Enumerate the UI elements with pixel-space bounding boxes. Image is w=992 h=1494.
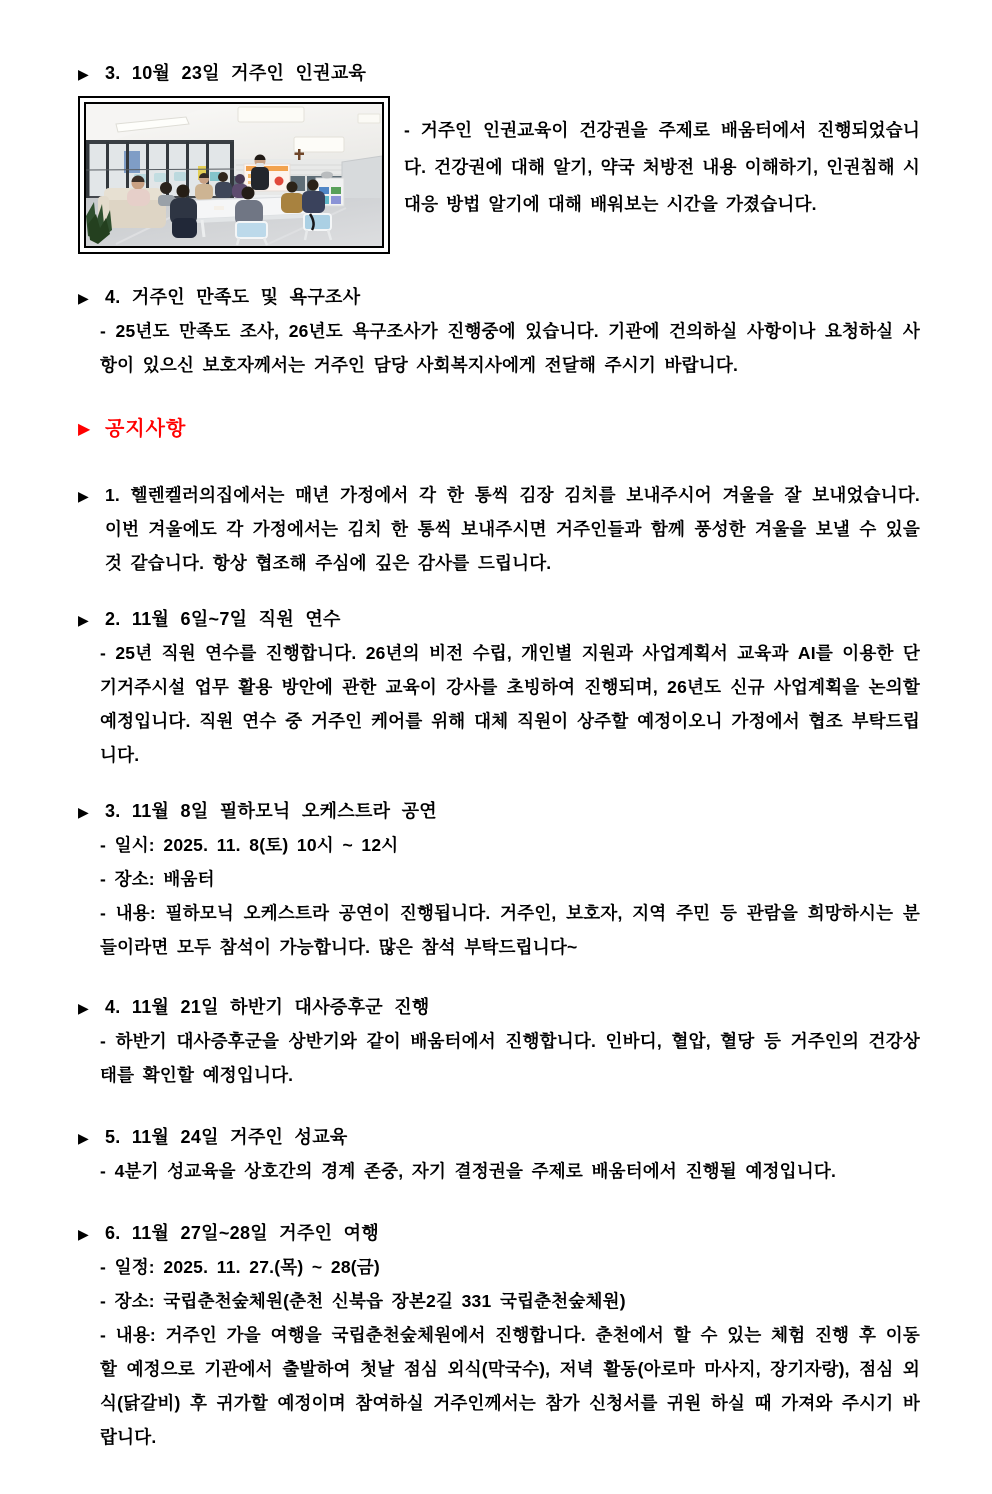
notice-title-row	[78, 1216, 920, 1250]
photo-and-caption-row	[78, 96, 920, 254]
notice-title: 2. 11월 6일~7일 직원 연수	[105, 609, 341, 629]
section-human-rights-education	[78, 56, 920, 254]
section-title-row	[78, 280, 920, 314]
bullet-triangle-icon: ▶	[78, 1130, 89, 1146]
bullet-triangle-icon: ▶	[78, 66, 89, 82]
notice-content-line: - 내용: 필하모닉 오케스트라 공연이 진행됩니다. 거주인, 보호자, 지역 주민 등 관람을 희망하시는 분들이라면 모두 참석이 가능합니다. 많은 참석 부탁드립니다~	[100, 903, 920, 957]
section-title: 4. 거주인 만족도 및 욕구조사	[105, 287, 361, 307]
notice-item-orchestra	[78, 794, 920, 964]
notice-title-row	[78, 1120, 920, 1154]
meeting-room-photo	[78, 96, 390, 254]
notice-item-resident-trip	[78, 1216, 920, 1454]
notice-item-metabolic-check	[78, 990, 920, 1092]
bullet-triangle-red-icon: ▶	[78, 421, 91, 438]
notice-title-row	[78, 990, 920, 1024]
notice-title: 3. 11월 8일 필하모닉 오케스트라 공연	[105, 801, 437, 821]
section-body-text: - 거주인 인권교육이 건강권을 주제로 배움터에서 진행되었습니다. 건강권에 대해 알기, 약국 처방전 내용 이해하기, 인권침해 시 대응 방법 알기에 대해 배워보는 시간을 가졌습니다.	[404, 120, 920, 214]
bullet-triangle-icon: ▶	[78, 612, 89, 628]
notice-text: - 25년 직원 연수를 진행합니다. 26년의 비전 수립, 개인별 지원과 사업계획서 교육과 AI를 이용한 단기거주시설 업무 활용 방안에 관한 교육이 강사를 초빙하여 진행되며, 26년도 신규 사업계획을 논의할 예정입니다. 직원 연수 중 거주인 케어를 위해 대체 직원이 상주할 예정이오니 가정에서 협조 부탁드립니다.	[100, 643, 920, 765]
section-title-row	[78, 56, 920, 90]
notice-text: 1. 헬렌켈러의집에서는 매년 가정에서 각 한 통씩 김장 김치를 보내주시어 겨울을 잘 보내었습니다. 이번 겨울에도 각 가정에서는 김치 한 통씩 보내주시면 거주인들과 함께 풍성한 겨울을 보낼 수 있을 것 같습니다. 항상 협조해 주심에 깊은 감사를 드립니다.	[105, 485, 920, 573]
bullet-triangle-icon: ▶	[78, 488, 89, 504]
notice-heading: 공지사항	[105, 418, 187, 440]
notice-schedule-line: - 일정: 2025. 11. 27.(목) ~ 28(금)	[100, 1257, 380, 1277]
notice-title: 6. 11월 27일~28일 거주인 여행	[105, 1223, 380, 1243]
notice-text: - 하반기 대사증후군을 상반기와 같이 배움터에서 진행합니다. 인바디, 혈압, 혈당 등 거주인의 건강상태를 확인할 예정입니다.	[100, 1031, 920, 1085]
notice-item-kimchi	[78, 478, 920, 580]
notice-date-line: - 일시: 2025. 11. 8(토) 10시 ~ 12시	[100, 835, 399, 855]
section-body-text: - 25년도 만족도 조사, 26년도 욕구조사가 진행중에 있습니다. 기관에 건의하실 사항이나 요청하실 사항이 있으신 보호자께서는 거주인 담당 사회복지사에게 전달해 주시기 바랍니다.	[100, 321, 920, 375]
bullet-triangle-icon: ▶	[78, 290, 89, 306]
notice-place-line: - 장소: 국립춘천숲체원(춘천 신북읍 장본2길 331 국립춘천숲체원)	[100, 1291, 626, 1311]
notice-heading-row	[78, 410, 920, 448]
notice-content-line: - 내용: 거주인 가을 여행을 국립춘천숲체원에서 진행합니다. 춘천에서 할 수 있는 체험 진행 후 이동할 예정으로 기관에서 출발하여 첫날 점심 외식(막국수), 저녁 활동(아로마 마사지, 장기자랑), 점심 외식(닭갈비) 후 귀가할 예정이며 참여하실 거주인께서는 참가 신청서를 귀원 하실 때 가져와 주시기 바랍니다.	[100, 1325, 920, 1447]
notice-title: 4. 11월 21일 하반기 대사증후군 진행	[105, 997, 430, 1017]
meeting-room-scene	[86, 104, 382, 246]
section-title: 3. 10월 23일 거주인 인권교육	[105, 63, 367, 83]
bullet-triangle-icon: ▶	[78, 804, 89, 820]
bullet-triangle-icon: ▶	[78, 1226, 89, 1242]
notice-text: - 4분기 성교육을 상호간의 경계 존중, 자기 결정권을 주제로 배움터에서 진행될 예정입니다.	[100, 1161, 837, 1181]
notice-item-sex-education	[78, 1120, 920, 1188]
notice-title-row	[78, 602, 920, 636]
notice-title-row	[78, 794, 920, 828]
notice-item-staff-training	[78, 602, 920, 772]
meeting-room-photo-image	[84, 102, 384, 248]
bullet-triangle-icon: ▶	[78, 1000, 89, 1016]
section-satisfaction-survey	[78, 280, 920, 382]
notice-title: 5. 11월 24일 거주인 성교육	[105, 1127, 348, 1147]
notice-place-line: - 장소: 배움터	[100, 869, 215, 889]
